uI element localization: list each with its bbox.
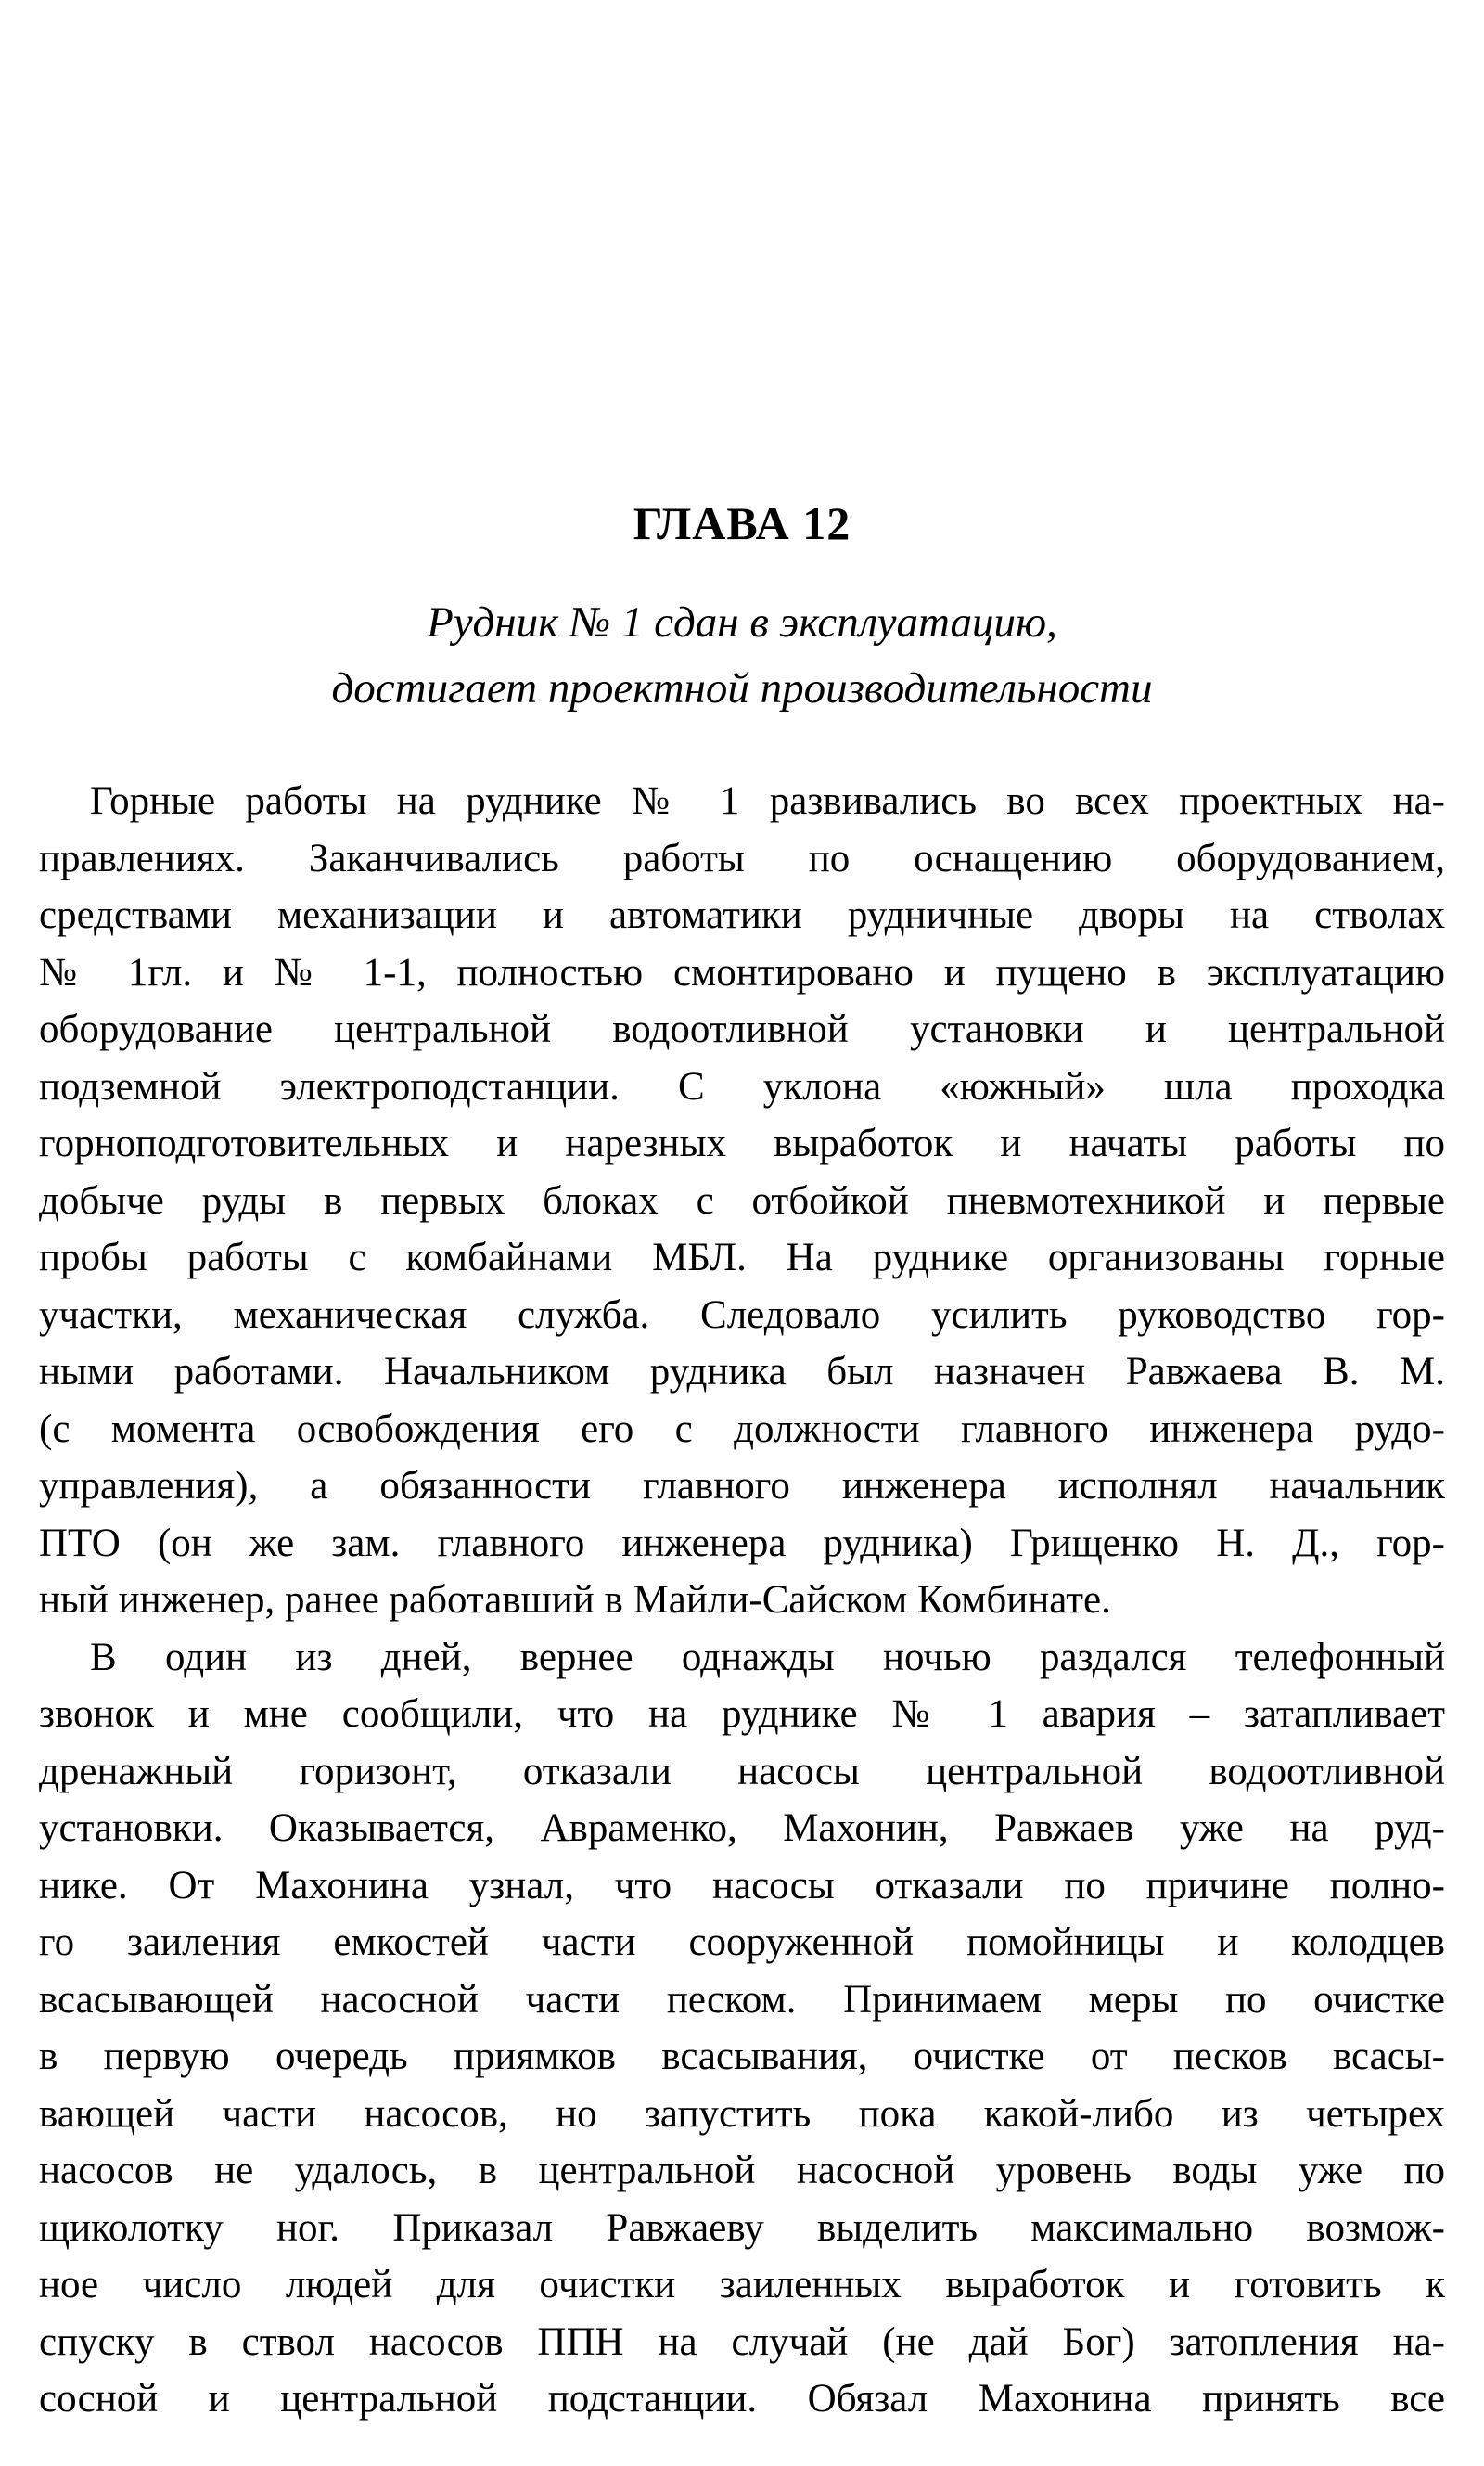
subtitle-line: Рудник № 1 сдан в эксплуатацию, <box>427 598 1057 647</box>
text-line: спуску в ствол насосов ППН на случай (не дай Бог) затопления на- <box>39 2319 1445 2364</box>
text-line: сосной и центральной подстанции. Обязал Махонина принять все <box>39 2377 1445 2421</box>
text-line: ПТО (он же зам. главного инженера рудника) Грищенко Н. Д., гор- <box>39 1521 1445 1565</box>
text-line: ное число людей для очистки заиленных выработок и готовить к <box>39 2263 1445 2306</box>
text-line: пробы работы с комбайнами МБЛ. На руднике организованы горные <box>39 1236 1445 1279</box>
text-line: горноподготовительных и нарезных выработок и начаты работы по <box>39 1122 1445 1165</box>
text-line: (с момента освобождения его с должности главного инженера рудо- <box>39 1406 1445 1451</box>
text-line: в первую очередь приямков всасывания, очистке от песков всасы- <box>39 2035 1445 2078</box>
chapter-title: ГЛАВА 12 <box>633 497 851 549</box>
text-line: ный инженер, ранее работавший в Майли-Сайском Комбинате. <box>39 1578 1111 1622</box>
text-line: управления), а обязанности главного инженера исполнял начальник <box>39 1464 1445 1508</box>
body-text <box>39 773 1445 2428</box>
text-line: нике. От Махонина узнал, что насосы отказали по причине полно- <box>39 1863 1445 1907</box>
text-line: щиколотку ног. Приказал Равжаеву выделить максимально возмож- <box>39 2205 1445 2250</box>
text-line: ными работами. Начальником рудника был назначен Равжаева В. М. <box>39 1350 1445 1394</box>
text-line: установки. Оказывается, Авраменко, Махонин, Равжаев уже на руд- <box>39 1806 1445 1850</box>
text-line: № 1гл. и № 1-1, полностью смонтировано и пущено в эксплуатацию <box>39 950 1445 995</box>
subtitle-line: достигает проектной производительности <box>331 664 1153 713</box>
paragraph <box>39 1629 1445 2428</box>
text-line: участки, механическая служба. Следовало усилить руководство гор- <box>39 1292 1445 1337</box>
text-line: дренажный горизонт, отказали насосы центральной водоотливной <box>39 1749 1445 1793</box>
text-line: средствами механизации и автоматики рудничные дворы на стволах <box>39 893 1445 937</box>
text-line: насосов не удалось, в центральной насосной уровень воды уже по <box>39 2149 1445 2192</box>
text-line: подземной электроподстанции. С уклона «южный» шла проходка <box>39 1064 1445 1109</box>
chapter-subtitle <box>39 590 1445 722</box>
text-line: всасывающей насосной части песком. Принимаем меры по очистке <box>39 1977 1445 2022</box>
text-line: вающей части насосов, но запустить пока какой-либо из четырех <box>39 2091 1445 2136</box>
text-line: го заиления емкостей части сооруженной помойницы и колодцев <box>39 1920 1445 1964</box>
text-line: звонок и мне сообщили, что на руднике № 1 авария – затапливает <box>39 1692 1445 1736</box>
text-line: правлениях. Заканчивались работы по оснащению оборудованием, <box>39 836 1445 880</box>
paragraph <box>39 773 1445 1629</box>
text-line: В один из дней, вернее однажды ночью раздался телефонный <box>90 1635 1445 1679</box>
text-line: оборудование центральной водоотливной установки и центральной <box>39 1008 1445 1051</box>
text-line: Горные работы на руднике № 1 развивались во всех проектных на- <box>90 779 1445 823</box>
text-line: добыче руды в первых блоках с отбойкой пневмотехникой и первые <box>39 1178 1445 1223</box>
